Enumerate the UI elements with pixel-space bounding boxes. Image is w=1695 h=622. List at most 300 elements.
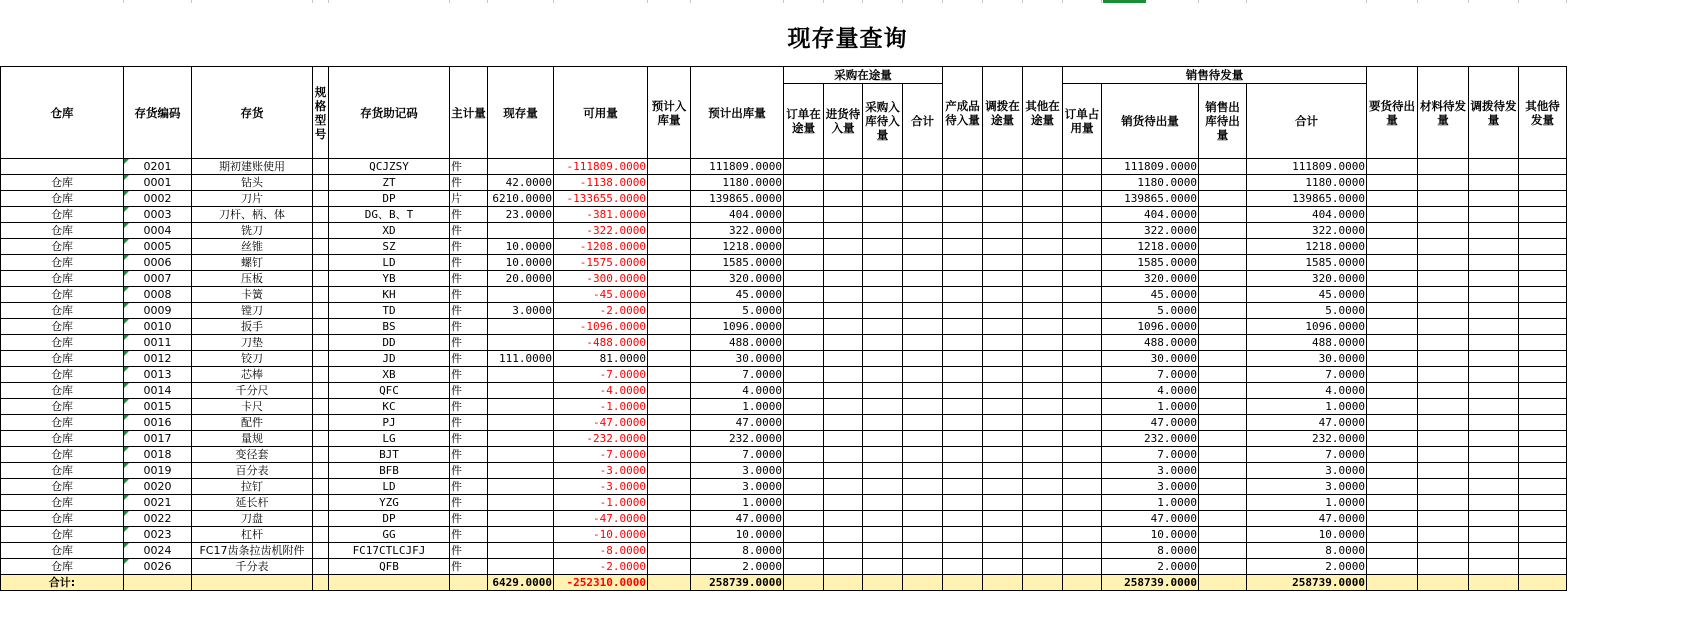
cell-onhand[interactable] <box>488 495 554 511</box>
cell-po-in-transit[interactable] <box>784 559 824 575</box>
cell-transfer-in[interactable] <box>983 159 1023 175</box>
cell-code[interactable]: 0014 <box>124 383 192 399</box>
cell-spec[interactable] <box>313 159 329 175</box>
total-sales-total[interactable]: 258739.0000 <box>1247 575 1367 591</box>
cell-transfer-out[interactable] <box>1469 175 1519 191</box>
cell-production-in[interactable] <box>943 559 983 575</box>
cell-delivery-pending[interactable]: 10.0000 <box>1102 527 1199 543</box>
header-requisition-out[interactable]: 要货待出量 <box>1367 67 1418 159</box>
cell-mnemonic[interactable]: GG <box>329 527 450 543</box>
cell-code[interactable]: 0013 <box>124 367 192 383</box>
cell-po-in-transit[interactable] <box>784 543 824 559</box>
cell-transfer-in[interactable] <box>983 207 1023 223</box>
cell-requisition-out[interactable] <box>1367 191 1418 207</box>
cell-item[interactable]: 丝锥 <box>192 239 313 255</box>
total-empty[interactable] <box>824 575 863 591</box>
cell-item[interactable]: 量规 <box>192 431 313 447</box>
cell-transfer-in[interactable] <box>983 287 1023 303</box>
cell-other-out[interactable] <box>1519 447 1567 463</box>
cell-po-in-transit[interactable] <box>784 399 824 415</box>
cell-purchase-receipt-pending[interactable] <box>863 399 903 415</box>
cell-onhand[interactable]: 3.0000 <box>488 303 554 319</box>
cell-available[interactable]: -1575.0000 <box>554 255 648 271</box>
cell-transfer-in[interactable] <box>983 255 1023 271</box>
cell-other-out[interactable] <box>1519 271 1567 287</box>
total-empty[interactable] <box>1023 575 1063 591</box>
cell-receipt-pending[interactable] <box>824 319 863 335</box>
cell-expected-in[interactable] <box>648 191 691 207</box>
cell-code[interactable]: 0011 <box>124 335 192 351</box>
cell-purchase-total[interactable] <box>903 351 943 367</box>
cell-order-reserved[interactable] <box>1063 239 1102 255</box>
cell-item[interactable]: 芯棒 <box>192 367 313 383</box>
cell-transfer-out[interactable] <box>1469 287 1519 303</box>
cell-transfer-in[interactable] <box>983 399 1023 415</box>
cell-unit[interactable]: 片 <box>450 191 488 207</box>
cell-onhand[interactable] <box>488 559 554 575</box>
cell-other-in[interactable] <box>1023 351 1063 367</box>
cell-requisition-out[interactable] <box>1367 335 1418 351</box>
cell-po-in-transit[interactable] <box>784 159 824 175</box>
cell-purchase-total[interactable] <box>903 415 943 431</box>
cell-material-out[interactable] <box>1418 223 1469 239</box>
cell-sales-total[interactable]: 1180.0000 <box>1247 175 1367 191</box>
total-empty[interactable] <box>1469 575 1519 591</box>
cell-order-reserved[interactable] <box>1063 271 1102 287</box>
total-empty[interactable] <box>983 575 1023 591</box>
cell-purchase-receipt-pending[interactable] <box>863 239 903 255</box>
cell-material-out[interactable] <box>1418 479 1469 495</box>
cell-spec[interactable] <box>313 559 329 575</box>
cell-delivery-pending[interactable]: 5.0000 <box>1102 303 1199 319</box>
cell-material-out[interactable] <box>1418 383 1469 399</box>
cell-requisition-out[interactable] <box>1367 383 1418 399</box>
cell-sales-issue-pending[interactable] <box>1199 527 1247 543</box>
cell-other-out[interactable] <box>1519 191 1567 207</box>
cell-item[interactable]: 刀杆、柄、体 <box>192 207 313 223</box>
cell-receipt-pending[interactable] <box>824 159 863 175</box>
cell-code[interactable]: 0007 <box>124 271 192 287</box>
cell-other-out[interactable] <box>1519 399 1567 415</box>
cell-order-reserved[interactable] <box>1063 191 1102 207</box>
cell-sales-issue-pending[interactable] <box>1199 479 1247 495</box>
cell-requisition-out[interactable] <box>1367 399 1418 415</box>
cell-expected-in[interactable] <box>648 335 691 351</box>
cell-other-out[interactable] <box>1519 495 1567 511</box>
cell-purchase-total[interactable] <box>903 239 943 255</box>
cell-mnemonic[interactable]: SZ <box>329 239 450 255</box>
cell-receipt-pending[interactable] <box>824 223 863 239</box>
header-available[interactable]: 可用量 <box>554 67 648 159</box>
total-empty[interactable] <box>1367 575 1418 591</box>
cell-order-reserved[interactable] <box>1063 559 1102 575</box>
cell-onhand[interactable] <box>488 399 554 415</box>
cell-expected-out[interactable]: 404.0000 <box>691 207 784 223</box>
cell-purchase-total[interactable] <box>903 159 943 175</box>
cell-item[interactable]: 卡尺 <box>192 399 313 415</box>
cell-transfer-out[interactable] <box>1469 319 1519 335</box>
cell-sales-total[interactable]: 404.0000 <box>1247 207 1367 223</box>
cell-transfer-in[interactable] <box>983 431 1023 447</box>
cell-expected-out[interactable]: 8.0000 <box>691 543 784 559</box>
cell-transfer-out[interactable] <box>1469 239 1519 255</box>
cell-transfer-out[interactable] <box>1469 367 1519 383</box>
cell-warehouse[interactable]: 仓库 <box>1 543 124 559</box>
cell-mnemonic[interactable]: ZT <box>329 175 450 191</box>
cell-code[interactable]: 0020 <box>124 479 192 495</box>
cell-expected-out[interactable]: 30.0000 <box>691 351 784 367</box>
cell-expected-out[interactable]: 320.0000 <box>691 271 784 287</box>
cell-other-in[interactable] <box>1023 207 1063 223</box>
cell-other-in[interactable] <box>1023 159 1063 175</box>
cell-item[interactable]: 千分尺 <box>192 383 313 399</box>
cell-receipt-pending[interactable] <box>824 511 863 527</box>
cell-unit[interactable]: 件 <box>450 239 488 255</box>
cell-order-reserved[interactable] <box>1063 367 1102 383</box>
cell-expected-in[interactable] <box>648 319 691 335</box>
cell-available[interactable]: -488.0000 <box>554 335 648 351</box>
cell-expected-out[interactable]: 4.0000 <box>691 383 784 399</box>
cell-unit[interactable]: 件 <box>450 399 488 415</box>
cell-production-in[interactable] <box>943 287 983 303</box>
cell-expected-in[interactable] <box>648 383 691 399</box>
cell-order-reserved[interactable] <box>1063 287 1102 303</box>
cell-mnemonic[interactable]: XD <box>329 223 450 239</box>
cell-po-in-transit[interactable] <box>784 191 824 207</box>
cell-mnemonic[interactable]: TD <box>329 303 450 319</box>
cell-onhand[interactable]: 6210.0000 <box>488 191 554 207</box>
cell-other-in[interactable] <box>1023 255 1063 271</box>
cell-purchase-receipt-pending[interactable] <box>863 255 903 271</box>
cell-delivery-pending[interactable]: 8.0000 <box>1102 543 1199 559</box>
cell-order-reserved[interactable] <box>1063 431 1102 447</box>
cell-sales-issue-pending[interactable] <box>1199 495 1247 511</box>
cell-available[interactable]: -1208.0000 <box>554 239 648 255</box>
cell-material-out[interactable] <box>1418 335 1469 351</box>
cell-sales-issue-pending[interactable] <box>1199 335 1247 351</box>
cell-item[interactable]: 钻头 <box>192 175 313 191</box>
cell-po-in-transit[interactable] <box>784 463 824 479</box>
cell-material-out[interactable] <box>1418 415 1469 431</box>
cell-available[interactable]: 81.0000 <box>554 351 648 367</box>
cell-other-in[interactable] <box>1023 335 1063 351</box>
cell-sales-total[interactable]: 2.0000 <box>1247 559 1367 575</box>
cell-code[interactable]: 0012 <box>124 351 192 367</box>
cell-requisition-out[interactable] <box>1367 239 1418 255</box>
cell-sales-total[interactable]: 1.0000 <box>1247 495 1367 511</box>
cell-material-out[interactable] <box>1418 239 1469 255</box>
cell-requisition-out[interactable] <box>1367 479 1418 495</box>
total-expected-in[interactable] <box>648 575 691 591</box>
cell-sales-total[interactable]: 8.0000 <box>1247 543 1367 559</box>
cell-sales-issue-pending[interactable] <box>1199 415 1247 431</box>
cell-other-out[interactable] <box>1519 207 1567 223</box>
cell-order-reserved[interactable] <box>1063 223 1102 239</box>
cell-warehouse[interactable]: 仓库 <box>1 479 124 495</box>
cell-other-out[interactable] <box>1519 431 1567 447</box>
cell-unit[interactable]: 件 <box>450 383 488 399</box>
cell-material-out[interactable] <box>1418 527 1469 543</box>
cell-unit[interactable]: 件 <box>450 527 488 543</box>
cell-sales-issue-pending[interactable] <box>1199 351 1247 367</box>
cell-warehouse[interactable]: 仓库 <box>1 383 124 399</box>
cell-expected-out[interactable]: 3.0000 <box>691 479 784 495</box>
cell-requisition-out[interactable] <box>1367 367 1418 383</box>
cell-delivery-pending[interactable]: 320.0000 <box>1102 271 1199 287</box>
cell-order-reserved[interactable] <box>1063 527 1102 543</box>
cell-spec[interactable] <box>313 495 329 511</box>
cell-warehouse[interactable]: 仓库 <box>1 175 124 191</box>
header-sales-group[interactable]: 销售待发量 <box>1063 67 1367 84</box>
total-empty[interactable] <box>1418 575 1469 591</box>
cell-unit[interactable]: 件 <box>450 271 488 287</box>
cell-order-reserved[interactable] <box>1063 335 1102 351</box>
cell-purchase-receipt-pending[interactable] <box>863 463 903 479</box>
cell-expected-in[interactable] <box>648 495 691 511</box>
cell-onhand[interactable] <box>488 383 554 399</box>
cell-production-in[interactable] <box>943 351 983 367</box>
cell-unit[interactable]: 件 <box>450 511 488 527</box>
cell-delivery-pending[interactable]: 1.0000 <box>1102 399 1199 415</box>
total-available[interactable]: -252310.0000 <box>554 575 648 591</box>
cell-expected-in[interactable] <box>648 255 691 271</box>
cell-code[interactable]: 0017 <box>124 431 192 447</box>
cell-po-in-transit[interactable] <box>784 527 824 543</box>
cell-available[interactable]: -2.0000 <box>554 303 648 319</box>
cell-purchase-receipt-pending[interactable] <box>863 367 903 383</box>
cell-order-reserved[interactable] <box>1063 207 1102 223</box>
cell-receipt-pending[interactable] <box>824 367 863 383</box>
cell-available[interactable]: -45.0000 <box>554 287 648 303</box>
cell-requisition-out[interactable] <box>1367 271 1418 287</box>
cell-other-in[interactable] <box>1023 463 1063 479</box>
cell-purchase-receipt-pending[interactable] <box>863 207 903 223</box>
cell-available[interactable]: -1138.0000 <box>554 175 648 191</box>
cell-unit[interactable]: 件 <box>450 303 488 319</box>
cell-expected-in[interactable] <box>648 511 691 527</box>
cell-expected-in[interactable] <box>648 223 691 239</box>
cell-purchase-total[interactable] <box>903 319 943 335</box>
cell-available[interactable]: -1096.0000 <box>554 319 648 335</box>
cell-other-out[interactable] <box>1519 511 1567 527</box>
cell-unit[interactable]: 件 <box>450 223 488 239</box>
cell-other-out[interactable] <box>1519 303 1567 319</box>
total-empty[interactable] <box>329 575 450 591</box>
cell-unit[interactable]: 件 <box>450 335 488 351</box>
cell-order-reserved[interactable] <box>1063 159 1102 175</box>
cell-mnemonic[interactable]: JD <box>329 351 450 367</box>
cell-code[interactable]: 0015 <box>124 399 192 415</box>
cell-mnemonic[interactable]: QCJZSY <box>329 159 450 175</box>
cell-material-out[interactable] <box>1418 367 1469 383</box>
cell-unit[interactable]: 件 <box>450 543 488 559</box>
cell-mnemonic[interactable]: KH <box>329 287 450 303</box>
cell-delivery-pending[interactable]: 1585.0000 <box>1102 255 1199 271</box>
cell-transfer-out[interactable] <box>1469 159 1519 175</box>
total-empty[interactable] <box>903 575 943 591</box>
cell-expected-out[interactable]: 3.0000 <box>691 463 784 479</box>
cell-item[interactable]: 杠杆 <box>192 527 313 543</box>
cell-available[interactable]: -1.0000 <box>554 495 648 511</box>
cell-sales-total[interactable]: 7.0000 <box>1247 367 1367 383</box>
cell-transfer-in[interactable] <box>983 383 1023 399</box>
total-empty[interactable] <box>1063 575 1102 591</box>
cell-spec[interactable] <box>313 399 329 415</box>
cell-production-in[interactable] <box>943 303 983 319</box>
cell-sales-issue-pending[interactable] <box>1199 239 1247 255</box>
cell-spec[interactable] <box>313 319 329 335</box>
cell-mnemonic[interactable]: QFB <box>329 559 450 575</box>
cell-item[interactable]: 延长杆 <box>192 495 313 511</box>
cell-mnemonic[interactable]: BJT <box>329 447 450 463</box>
cell-code[interactable]: 0022 <box>124 511 192 527</box>
cell-unit[interactable]: 件 <box>450 479 488 495</box>
cell-material-out[interactable] <box>1418 319 1469 335</box>
cell-expected-in[interactable] <box>648 559 691 575</box>
cell-purchase-receipt-pending[interactable] <box>863 223 903 239</box>
cell-transfer-in[interactable] <box>983 271 1023 287</box>
cell-other-in[interactable] <box>1023 223 1063 239</box>
cell-other-out[interactable] <box>1519 223 1567 239</box>
cell-receipt-pending[interactable] <box>824 399 863 415</box>
cell-available[interactable]: -10.0000 <box>554 527 648 543</box>
cell-warehouse[interactable]: 仓库 <box>1 431 124 447</box>
cell-po-in-transit[interactable] <box>784 495 824 511</box>
cell-material-out[interactable] <box>1418 191 1469 207</box>
total-empty[interactable] <box>1519 575 1567 591</box>
header-purchase-group[interactable]: 采购在途量 <box>784 67 943 84</box>
cell-item[interactable]: 刀盘 <box>192 511 313 527</box>
cell-other-in[interactable] <box>1023 287 1063 303</box>
cell-unit[interactable]: 件 <box>450 415 488 431</box>
cell-sales-issue-pending[interactable] <box>1199 399 1247 415</box>
cell-production-in[interactable] <box>943 447 983 463</box>
cell-other-in[interactable] <box>1023 511 1063 527</box>
cell-production-in[interactable] <box>943 415 983 431</box>
cell-order-reserved[interactable] <box>1063 383 1102 399</box>
cell-unit[interactable]: 件 <box>450 175 488 191</box>
cell-receipt-pending[interactable] <box>824 495 863 511</box>
cell-production-in[interactable] <box>943 223 983 239</box>
cell-other-out[interactable] <box>1519 463 1567 479</box>
cell-item[interactable]: 百分表 <box>192 463 313 479</box>
cell-onhand[interactable]: 23.0000 <box>488 207 554 223</box>
cell-po-in-transit[interactable] <box>784 479 824 495</box>
cell-available[interactable]: -300.0000 <box>554 271 648 287</box>
cell-onhand[interactable] <box>488 479 554 495</box>
cell-receipt-pending[interactable] <box>824 383 863 399</box>
total-empty[interactable] <box>863 575 903 591</box>
cell-expected-out[interactable]: 1218.0000 <box>691 239 784 255</box>
cell-warehouse[interactable]: 仓库 <box>1 207 124 223</box>
cell-expected-in[interactable] <box>648 175 691 191</box>
cell-sales-issue-pending[interactable] <box>1199 191 1247 207</box>
cell-delivery-pending[interactable]: 3.0000 <box>1102 463 1199 479</box>
cell-other-in[interactable] <box>1023 415 1063 431</box>
cell-receipt-pending[interactable] <box>824 175 863 191</box>
total-label[interactable]: 合计: <box>1 575 124 591</box>
cell-transfer-in[interactable] <box>983 527 1023 543</box>
cell-warehouse[interactable]: 仓库 <box>1 559 124 575</box>
cell-warehouse[interactable]: 仓库 <box>1 527 124 543</box>
cell-requisition-out[interactable] <box>1367 415 1418 431</box>
cell-onhand[interactable]: 10.0000 <box>488 239 554 255</box>
cell-unit[interactable]: 件 <box>450 431 488 447</box>
cell-other-out[interactable] <box>1519 351 1567 367</box>
cell-other-in[interactable] <box>1023 543 1063 559</box>
cell-requisition-out[interactable] <box>1367 287 1418 303</box>
cell-purchase-total[interactable] <box>903 207 943 223</box>
cell-po-in-transit[interactable] <box>784 511 824 527</box>
cell-spec[interactable] <box>313 239 329 255</box>
cell-expected-out[interactable]: 111809.0000 <box>691 159 784 175</box>
cell-expected-out[interactable]: 1096.0000 <box>691 319 784 335</box>
cell-purchase-receipt-pending[interactable] <box>863 527 903 543</box>
cell-receipt-pending[interactable] <box>824 415 863 431</box>
header-receipt-pending[interactable]: 进货待入量 <box>824 84 863 159</box>
cell-code[interactable]: 0003 <box>124 207 192 223</box>
cell-po-in-transit[interactable] <box>784 287 824 303</box>
cell-purchase-total[interactable] <box>903 191 943 207</box>
cell-purchase-receipt-pending[interactable] <box>863 159 903 175</box>
cell-transfer-in[interactable] <box>983 367 1023 383</box>
cell-sales-issue-pending[interactable] <box>1199 367 1247 383</box>
cell-expected-out[interactable]: 1.0000 <box>691 495 784 511</box>
cell-transfer-out[interactable] <box>1469 495 1519 511</box>
cell-mnemonic[interactable]: DP <box>329 191 450 207</box>
cell-delivery-pending[interactable]: 1180.0000 <box>1102 175 1199 191</box>
cell-available[interactable]: -2.0000 <box>554 559 648 575</box>
cell-onhand[interactable] <box>488 287 554 303</box>
cell-transfer-out[interactable] <box>1469 207 1519 223</box>
cell-material-out[interactable] <box>1418 175 1469 191</box>
cell-mnemonic[interactable]: YZG <box>329 495 450 511</box>
cell-expected-in[interactable] <box>648 159 691 175</box>
cell-other-out[interactable] <box>1519 527 1567 543</box>
cell-production-in[interactable] <box>943 399 983 415</box>
cell-production-in[interactable] <box>943 431 983 447</box>
cell-receipt-pending[interactable] <box>824 271 863 287</box>
header-production-in[interactable]: 产成品待入量 <box>943 67 983 159</box>
cell-purchase-total[interactable] <box>903 511 943 527</box>
cell-spec[interactable] <box>313 207 329 223</box>
cell-sales-total[interactable]: 5.0000 <box>1247 303 1367 319</box>
cell-expected-out[interactable]: 1180.0000 <box>691 175 784 191</box>
cell-delivery-pending[interactable]: 7.0000 <box>1102 447 1199 463</box>
cell-warehouse[interactable]: 仓库 <box>1 303 124 319</box>
cell-transfer-out[interactable] <box>1469 463 1519 479</box>
cell-other-in[interactable] <box>1023 479 1063 495</box>
cell-mnemonic[interactable]: KC <box>329 399 450 415</box>
cell-delivery-pending[interactable]: 47.0000 <box>1102 415 1199 431</box>
cell-onhand[interactable] <box>488 367 554 383</box>
cell-sales-total[interactable]: 3.0000 <box>1247 479 1367 495</box>
cell-code[interactable]: 0018 <box>124 447 192 463</box>
cell-mnemonic[interactable]: BFB <box>329 463 450 479</box>
cell-code[interactable]: 0005 <box>124 239 192 255</box>
cell-sales-total[interactable]: 111809.0000 <box>1247 159 1367 175</box>
cell-purchase-receipt-pending[interactable] <box>863 191 903 207</box>
cell-sales-issue-pending[interactable] <box>1199 271 1247 287</box>
cell-warehouse[interactable]: 仓库 <box>1 367 124 383</box>
cell-other-out[interactable] <box>1519 383 1567 399</box>
cell-available[interactable]: -3.0000 <box>554 479 648 495</box>
cell-po-in-transit[interactable] <box>784 303 824 319</box>
cell-material-out[interactable] <box>1418 303 1469 319</box>
cell-other-out[interactable] <box>1519 175 1567 191</box>
cell-code[interactable]: 0006 <box>124 255 192 271</box>
cell-production-in[interactable] <box>943 511 983 527</box>
